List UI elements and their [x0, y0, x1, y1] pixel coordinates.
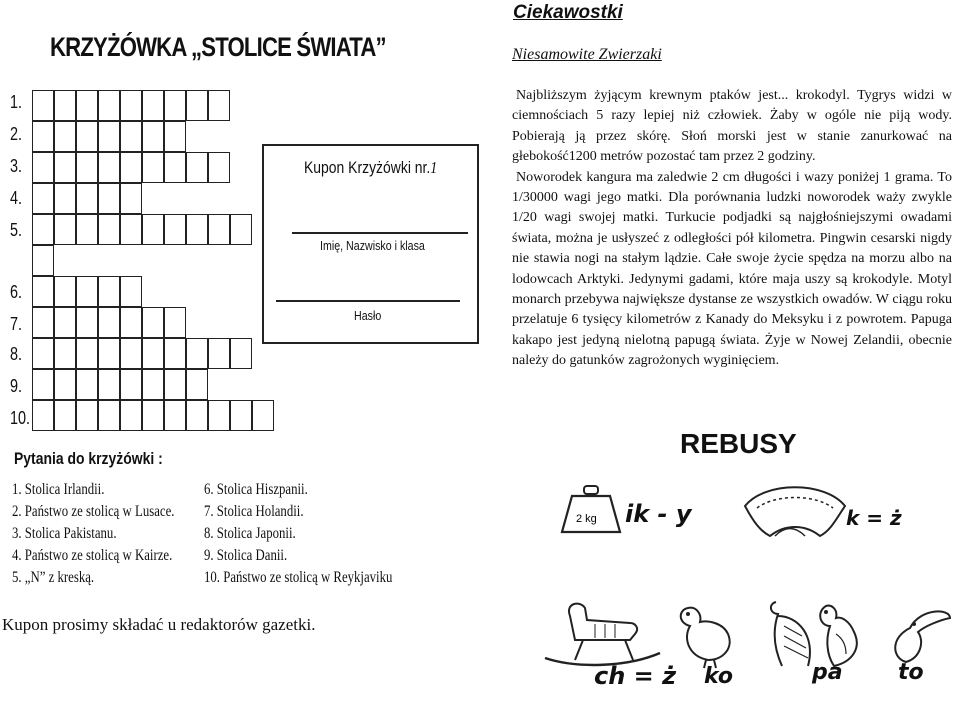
crossword-cell[interactable]: [142, 400, 164, 431]
crossword-cell[interactable]: [98, 307, 120, 338]
coupon-note: Kupon prosimy składać u redaktorów gazetki.: [2, 615, 316, 634]
coupon-box: [262, 144, 479, 344]
crossword-cell[interactable]: [142, 90, 164, 121]
name-line[interactable]: [292, 232, 468, 234]
row-number: 1.: [10, 92, 23, 112]
crossword-cell[interactable]: [32, 245, 54, 276]
question-item: 3. Stolica Pakistanu.: [12, 525, 117, 542]
crossword-cell[interactable]: [186, 338, 208, 369]
crossword-cell[interactable]: [142, 369, 164, 400]
crossword-cell[interactable]: [54, 152, 76, 183]
password-label: Hasło: [354, 308, 382, 323]
crossword-cell[interactable]: [186, 400, 208, 431]
crossword-cell[interactable]: [208, 400, 230, 431]
neck-ruff-icon: [735, 476, 855, 546]
facts-subheading: Niesamowite Zwierzaki: [512, 46, 662, 63]
crossword-cell[interactable]: [54, 214, 76, 245]
facts-text: [512, 86, 952, 372]
question-item: 7. Stolica Holandii.: [204, 503, 304, 520]
crossword-cell[interactable]: [76, 214, 98, 245]
rebus-hint: k = ż: [846, 506, 902, 530]
crossword-cell[interactable]: [54, 400, 76, 431]
crossword-cell[interactable]: [54, 369, 76, 400]
row-number: 10.: [10, 408, 31, 428]
crossword-cell[interactable]: [76, 400, 98, 431]
crossword-cell[interactable]: [32, 121, 54, 152]
facts-heading: Ciekawostki: [513, 2, 623, 23]
crossword-cell[interactable]: [98, 400, 120, 431]
crossword-cell[interactable]: [230, 400, 252, 431]
facts-paragraph: Noworodek kangura ma zaledwie 2 cm długości i wazy poniżej 1 grama. To 1/30000 wagi jego matki. Dla porównania ludzki noworodek waży zwykle 1/20 wagi swojej matki. Turkucie podjadki są najgłośniejszymi owadami świata, można je usłyszeć z odległości pół kilometra. Pingwin cesarski nigdy nie stawia nogi na stałym lądzie. Całe swoje życie spędza na morzu albo na lodowcach Arktyki. Jedynymi gadami, które maja uszy są krokodyle. Motyl monarch przebywa największe dystanse ze wszystkich owadów. W ciągu roku przelatuje 6 tysięcy kilometrów z Kanady do Meksyku i z powrotem. Papuga kakapo jest jedyną nielotną papugą świata. Żyje w Nowej Zelandii, obecnie należy do gatunków zagrożonych wyginięciem.: [512, 169, 952, 369]
question-item: 4. Państwo ze stolicą w Kairze.: [12, 547, 173, 564]
crossword-cell[interactable]: [120, 90, 142, 121]
crossword-cell[interactable]: [32, 90, 54, 121]
rocking-horse-icon: [535, 598, 665, 670]
crossword-cell[interactable]: [230, 338, 252, 369]
crossword-cell[interactable]: [120, 214, 142, 245]
crossword-cell[interactable]: [54, 307, 76, 338]
rebus-hint: ko: [704, 664, 733, 689]
crossword-cell[interactable]: [142, 152, 164, 183]
rebus-heading: REBUSY: [680, 428, 797, 459]
crossword-cell[interactable]: [98, 183, 120, 214]
crossword-cell[interactable]: [76, 307, 98, 338]
pigeon-icon: [668, 598, 740, 670]
row-number: 8.: [10, 344, 23, 364]
crossword-cell[interactable]: [208, 152, 230, 183]
rebus-hint: ch = ż: [594, 662, 677, 690]
crossword-cell[interactable]: [76, 121, 98, 152]
crossword-cell[interactable]: [186, 152, 208, 183]
crossword-cell[interactable]: [208, 338, 230, 369]
crossword-cell[interactable]: [142, 307, 164, 338]
crossword-cell[interactable]: [76, 90, 98, 121]
crossword-cell[interactable]: [98, 121, 120, 152]
crossword-cell[interactable]: [120, 152, 142, 183]
rebus-hint: pa: [812, 660, 843, 685]
crossword-cell[interactable]: [120, 400, 142, 431]
crossword-cell[interactable]: [120, 276, 142, 307]
row-number: 2.: [10, 124, 23, 144]
crossword-cell[interactable]: [164, 307, 186, 338]
crossword-cell[interactable]: [208, 214, 230, 245]
crossword-cell[interactable]: [164, 121, 186, 152]
crossword-cell[interactable]: [32, 307, 54, 338]
crossword-cell[interactable]: [98, 214, 120, 245]
crossword-cell[interactable]: [186, 369, 208, 400]
crossword-cell[interactable]: [164, 152, 186, 183]
crossword-cell[interactable]: [54, 121, 76, 152]
crossword-cell[interactable]: [164, 90, 186, 121]
crossword-cell[interactable]: [120, 183, 142, 214]
name-label: Imię, Nazwisko i klasa: [320, 238, 425, 253]
row-number: 6.: [10, 282, 23, 302]
facts-paragraph: Najbliższym żyjącym krewnym ptaków jest... krokodyl. Tygrys widzi w ciemnościach 5 razy lepiej niż człowiek. Żaby w ogóle nie piją wody. Pobierają ją przez skórę. Słoń morski jest w stanie zanurkować na głebokość1200 metrów pozostać tam przez 2 godziny.: [512, 88, 952, 165]
crossword-cell[interactable]: [98, 338, 120, 369]
crossword-cell[interactable]: [98, 369, 120, 400]
crossword-cell[interactable]: [142, 214, 164, 245]
questions-heading: Pytania do krzyżówki :: [14, 449, 163, 468]
crossword-cell[interactable]: [32, 369, 54, 400]
row-number: 7.: [10, 314, 23, 334]
crossword-cell[interactable]: [76, 276, 98, 307]
crossword-cell[interactable]: [120, 369, 142, 400]
crossword-cell[interactable]: [142, 338, 164, 369]
crossword-cell[interactable]: [98, 152, 120, 183]
crossword-cell[interactable]: [164, 369, 186, 400]
crossword-cell[interactable]: [164, 400, 186, 431]
weight-icon: [560, 482, 630, 542]
crossword-cell[interactable]: [164, 338, 186, 369]
weight-label: 2 kg: [576, 513, 597, 525]
question-item: 9. Stolica Danii.: [204, 547, 288, 564]
crossword-cell[interactable]: [230, 214, 252, 245]
crossword-cell[interactable]: [186, 214, 208, 245]
crossword-cell[interactable]: [186, 90, 208, 121]
crossword-cell[interactable]: [76, 369, 98, 400]
crossword-cell[interactable]: [54, 90, 76, 121]
question-item: 6. Stolica Hiszpanii.: [204, 481, 308, 498]
question-item: 5. „N” z kreską.: [12, 569, 95, 586]
crossword-cell[interactable]: [54, 338, 76, 369]
crossword-cell[interactable]: [252, 400, 274, 431]
crossword-cell[interactable]: [32, 152, 54, 183]
crossword-title: KRZYŻÓWKA „STOLICE ŚWIATA”: [50, 32, 386, 62]
crossword-cell[interactable]: [32, 183, 54, 214]
row-number: 3.: [10, 156, 23, 176]
crossword-cell[interactable]: [32, 400, 54, 431]
row-number: 4.: [10, 188, 23, 208]
crossword-cell[interactable]: [120, 121, 142, 152]
question-item: 8. Stolica Japonii.: [204, 525, 296, 542]
crossword-cell[interactable]: [76, 183, 98, 214]
crossword-cell[interactable]: [98, 90, 120, 121]
question-item: 1. Stolica Irlandii.: [12, 481, 105, 498]
crossword-cell[interactable]: [32, 276, 54, 307]
crossword-cell[interactable]: [54, 276, 76, 307]
rebus-hint: to: [898, 660, 924, 685]
crossword-cell[interactable]: [32, 338, 54, 369]
crossword-cell[interactable]: [98, 276, 120, 307]
question-item: 2. Państwo ze stolicą w Lusace.: [12, 503, 175, 520]
rebus-hint: ik - y: [625, 500, 692, 528]
crossword-cell[interactable]: [120, 338, 142, 369]
question-item: 10. Państwo ze stolicą w Reykjaviku: [204, 569, 393, 586]
password-line[interactable]: [276, 300, 460, 302]
coupon-title: Kupon Krzyżówki nr.1: [304, 158, 438, 177]
row-number: 5.: [10, 220, 23, 240]
crossword-cell[interactable]: [208, 90, 230, 121]
crossword-cell[interactable]: [164, 214, 186, 245]
crossword-cell[interactable]: [76, 152, 98, 183]
crossword-cell[interactable]: [142, 121, 164, 152]
crossword-cell[interactable]: [76, 338, 98, 369]
crossword-cell[interactable]: [54, 183, 76, 214]
crossword-cell[interactable]: [32, 214, 54, 245]
crossword-cell[interactable]: [120, 307, 142, 338]
row-number: 9.: [10, 376, 23, 396]
